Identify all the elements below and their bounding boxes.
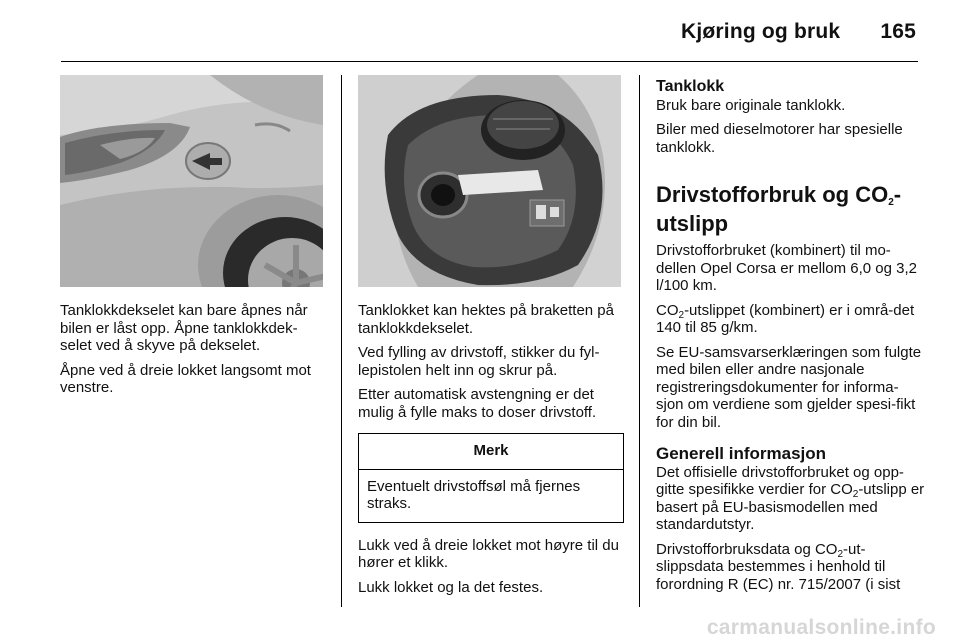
middle-column [358,302,624,603]
heading-fuel-consumption-co2: Drivstofforbruk og $CO_2$-utslipp [656,182,902,236]
paragraph-original-caps: Bruk bare originale tanklokk. [656,96,846,114]
heading-tanklokk: Tanklokk [656,78,725,95]
left-column [60,302,326,404]
paragraph-official-consumption: Det offisielle drivstofforbruket og opp-gitte spesifikke verdier for $CO_2$-utslipp er basert på EU-basismodellen med standardutstyr. [656,463,925,533]
note-title: Merk [359,434,623,470]
watermark: carmanualsonline.info [706,616,936,639]
fuel-flap-photo [60,75,323,287]
paragraph-eu-declaration: Se EU-samsvarserklæringen som fulgte med bilen eller andre nasjonale registreringsdokumenter for informa-sjon om verdiene som gjelder spesi-fikt for din bil. [656,343,922,431]
paragraph-flap-open: Tanklokkdekselet kan bare åpnes når bilen er låst opp. Åpne tanklokkdek-selet ved å skyve på dekselet. [60,302,308,354]
note-body: Eventuelt drivstoffsøl må fjernes straks. [367,477,581,512]
paragraph-cap-bracket: Tanklokket kan hektes på braketten på tanklokkdekselet. [358,302,614,337]
chapter-title: Kjøring og bruk [680,20,841,43]
paragraph-co2-range: $CO_2$-utslippet (kombinert) er i områ-det 140 til 85 g/km. [656,301,915,336]
page-header [681,20,916,44]
paragraph-consumption-range: Drivstofforbruket (kombinert) til mo-dellen Opel Corsa er mellom 6,0 og 3,2 l/100 km. [656,242,917,294]
column-divider-1 [341,75,342,607]
fuel-cap-photo [358,75,621,287]
paragraph-close-flap: Lukk lokket og la det festes. [358,578,544,596]
column-divider-2 [639,75,640,607]
paragraph-after-shutoff: Etter automatisk avstengning er det mulig å fylle maks to doser drivstoff. [358,386,597,421]
header-rule [61,61,918,62]
paragraph-cap-open: Åpne ved å dreie lokket langsomt mot venstre. [60,361,311,396]
paragraph-diesel-caps: Biler med dieselmotorer har spesielle tanklokk. [656,121,903,156]
right-column [656,78,926,600]
paragraph-regulation: Drivstofforbruksdata og $CO_2-ut$-slippsdata bestemmes i henhold til forordning R (EC) nr. 715/2007 (i sist [656,540,901,593]
paragraph-refuel: Ved fylling av drivstoff, stikker du fyl-lepistolen helt inn og skrur på. [358,344,600,379]
heading-general-info: Generell informasjon [656,444,827,463]
paragraph-close-cap: Lukk ved å dreie lokket mot høyre til du hører et klikk. [358,536,619,571]
page-number: 165 [880,20,916,43]
note-box [358,433,624,523]
